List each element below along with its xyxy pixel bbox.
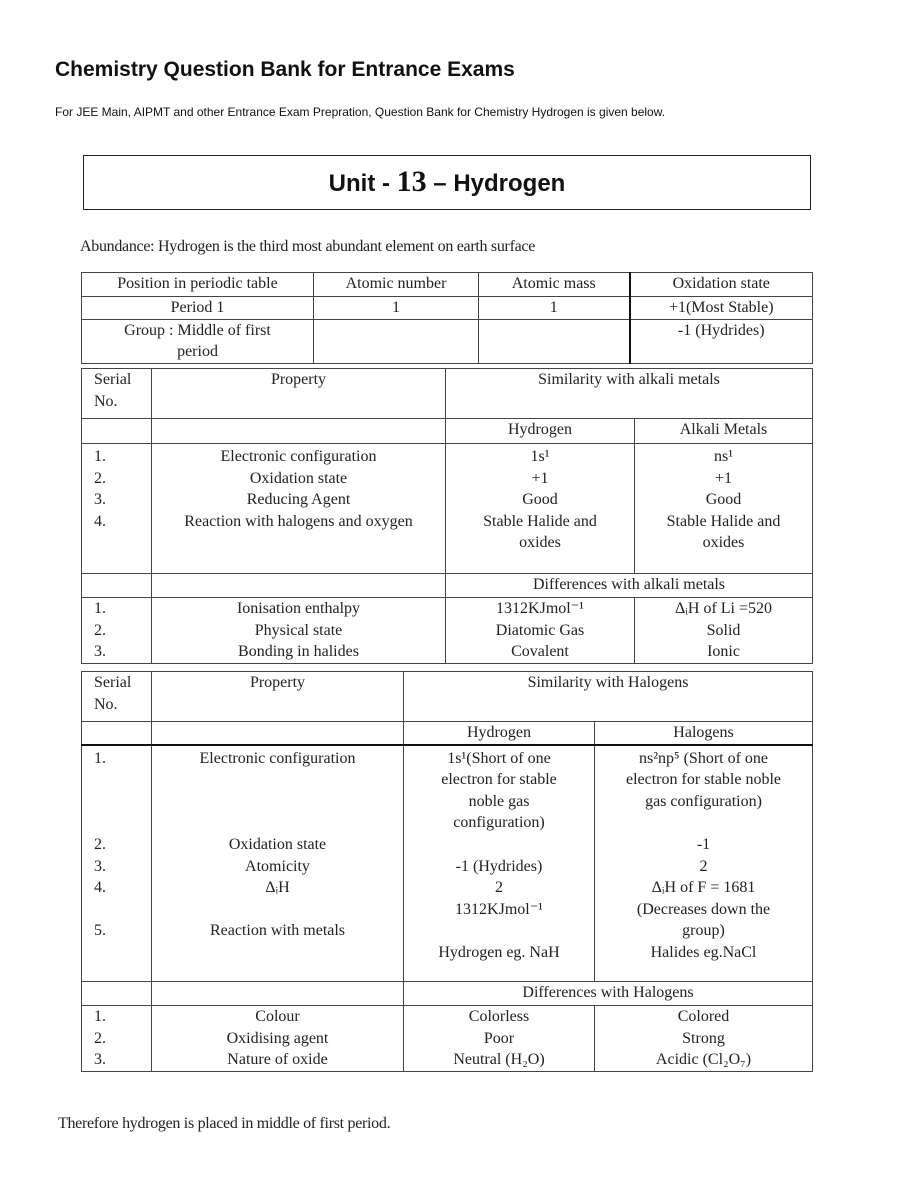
cell-text bbox=[408, 920, 590, 942]
table-cell bbox=[82, 1006, 152, 1072]
cell-text bbox=[156, 419, 441, 441]
cell-text bbox=[86, 574, 147, 596]
cell-text: Colorless bbox=[468, 1008, 530, 1026]
cell-text: oxides bbox=[519, 534, 561, 552]
table-cell bbox=[82, 745, 152, 982]
cell-text: No. bbox=[94, 392, 118, 410]
column-header bbox=[630, 273, 813, 297]
table-cell bbox=[404, 745, 595, 982]
cell-text: 2. bbox=[94, 835, 106, 853]
cell-text: 3. bbox=[94, 643, 106, 661]
cell-text: -1 bbox=[696, 835, 711, 853]
cell-text: Physical state bbox=[254, 621, 343, 639]
table-cell bbox=[152, 574, 446, 598]
cell-text: 1. bbox=[94, 600, 106, 617]
cell-text: electron for stable noble bbox=[625, 771, 782, 789]
cell-text: Position in periodic table bbox=[117, 275, 278, 292]
cell-text: Serial bbox=[94, 371, 132, 388]
table-cell bbox=[152, 444, 446, 574]
column-header bbox=[82, 419, 152, 444]
column-header bbox=[152, 722, 404, 745]
cell-text: +1 bbox=[531, 469, 549, 487]
column-header bbox=[479, 273, 630, 297]
table-row bbox=[82, 319, 813, 363]
cell-text: Hydrogen eg. NaH bbox=[438, 943, 560, 961]
cell-text: Diatomic Gas bbox=[495, 621, 585, 639]
cell-text: Stable Halide and bbox=[483, 512, 597, 530]
table-cell bbox=[635, 598, 813, 664]
cell-text: 1312KJmol⁻¹ bbox=[496, 600, 584, 617]
cell-text: gas configuration) bbox=[645, 792, 762, 810]
cell-text: No. bbox=[94, 695, 118, 713]
differences-header-row bbox=[82, 982, 813, 1006]
cell-text: 4. bbox=[94, 879, 106, 897]
cell-text bbox=[94, 899, 147, 921]
cell-text: Atomic mass bbox=[511, 275, 596, 292]
cell-text bbox=[86, 982, 147, 1004]
column-header bbox=[446, 369, 813, 419]
table-cell bbox=[446, 598, 635, 664]
cell-text: Electronic configuration bbox=[199, 749, 356, 767]
table-cell bbox=[82, 444, 152, 574]
column-header bbox=[82, 369, 152, 419]
cell-text: Good bbox=[522, 491, 558, 509]
table-header-row bbox=[82, 273, 813, 297]
cell-text: oxides bbox=[702, 534, 745, 552]
cell-text: configuration) bbox=[453, 814, 545, 832]
cell-text: 3. bbox=[94, 857, 106, 875]
cell-text: Differences with Halogens bbox=[522, 984, 694, 1002]
cell-text: ΔᵢH of Li =520 bbox=[674, 600, 773, 617]
table-cell bbox=[446, 444, 635, 574]
column-header bbox=[595, 722, 813, 745]
cell-text: Acidic (Cl₂O₇) bbox=[655, 1051, 752, 1069]
cell-text bbox=[86, 722, 147, 744]
cell-text: ns²np⁵ (Short of one bbox=[638, 749, 769, 767]
table-cell bbox=[82, 598, 152, 664]
table-cell bbox=[630, 297, 813, 320]
cell-text: Alkali Metals bbox=[679, 421, 768, 438]
alkali-metals-comparison-table bbox=[81, 368, 813, 664]
table-cell bbox=[479, 297, 630, 320]
cell-text: Oxidation state bbox=[249, 469, 348, 487]
cell-text bbox=[156, 722, 399, 744]
cell-text: Hydrogen bbox=[467, 724, 531, 741]
cell-text: Halides eg.NaCl bbox=[650, 943, 757, 961]
differences-row bbox=[82, 1006, 813, 1072]
cell-text: Poor bbox=[483, 1029, 515, 1047]
cell-text bbox=[483, 320, 625, 342]
cell-text bbox=[156, 812, 399, 834]
table-cell bbox=[595, 745, 813, 982]
cell-text: Ionic bbox=[707, 643, 740, 661]
cell-text: noble gas bbox=[468, 792, 530, 810]
cell-text bbox=[408, 834, 590, 856]
page-subtitle: For JEE Main, AIPMT and other Entrance Exam Prepration, Question Bank for Chemistry Hydrogen is given below. bbox=[55, 105, 666, 119]
cell-text: 1312KJmol⁻¹ bbox=[455, 900, 543, 918]
column-header bbox=[82, 273, 314, 297]
cell-text: +1(Most Stable) bbox=[668, 299, 774, 316]
cell-text: Hydrogen bbox=[508, 421, 572, 438]
cell-text: Property bbox=[249, 674, 306, 691]
column-header bbox=[152, 419, 446, 444]
table-cell bbox=[82, 297, 314, 320]
table-cell bbox=[404, 1006, 595, 1072]
cell-text: Group : Middle of first bbox=[124, 321, 271, 339]
cell-text: -1 (Hydrides) bbox=[455, 857, 543, 875]
table-cell bbox=[314, 297, 479, 320]
cell-text: 1s¹ bbox=[530, 448, 550, 465]
cell-text: 1 bbox=[392, 299, 400, 316]
abundance-text: Abundance: Hydrogen is the third most abundant element on earth surface bbox=[80, 238, 535, 255]
column-header bbox=[82, 722, 152, 745]
table-cell bbox=[479, 319, 630, 363]
cell-text bbox=[94, 812, 147, 834]
cell-text: Atomicity bbox=[245, 857, 310, 875]
table-cell bbox=[152, 598, 446, 664]
unit-prefix: Unit - bbox=[328, 170, 397, 197]
table-cell bbox=[152, 982, 404, 1006]
cell-text: Strong bbox=[682, 1029, 725, 1047]
cell-text: Oxidation state bbox=[228, 835, 327, 853]
column-header bbox=[82, 672, 152, 722]
differences-header-row bbox=[82, 574, 813, 598]
differences-row bbox=[82, 598, 813, 664]
cell-text bbox=[156, 574, 441, 596]
table-cell bbox=[630, 319, 813, 363]
cell-text: Neutral (H₂O) bbox=[453, 1051, 545, 1069]
cell-text: 4. bbox=[94, 512, 106, 530]
table-cell bbox=[82, 574, 152, 598]
cell-text: Nature of oxide bbox=[227, 1051, 328, 1069]
column-header bbox=[635, 419, 813, 444]
table-cell bbox=[152, 1006, 404, 1072]
cell-text: Covalent bbox=[511, 643, 569, 661]
column-header bbox=[446, 419, 635, 444]
cell-text bbox=[86, 419, 147, 441]
cell-text: 2 bbox=[699, 857, 708, 875]
cell-text: Ionisation enthalpy bbox=[236, 600, 361, 617]
cell-text: 3. bbox=[94, 491, 106, 509]
column-header bbox=[404, 672, 813, 722]
cell-text: period bbox=[177, 343, 218, 361]
cell-text: Serial bbox=[94, 674, 132, 691]
table-cell bbox=[314, 319, 479, 363]
cell-text bbox=[156, 899, 399, 921]
cell-text: Period 1 bbox=[170, 299, 225, 316]
cell-text: 1. bbox=[94, 749, 106, 767]
cell-text bbox=[318, 320, 474, 342]
cell-text: 2. bbox=[94, 469, 106, 487]
cell-text: 2. bbox=[94, 621, 106, 639]
cell-text: Colour bbox=[255, 1008, 300, 1026]
cell-text: electron for stable bbox=[441, 771, 557, 789]
cell-text: 2. bbox=[94, 1029, 106, 1047]
table-cell bbox=[82, 319, 314, 363]
cell-text bbox=[156, 982, 399, 1004]
similarity-row bbox=[82, 745, 813, 982]
cell-text: ΔᵢH of F = 1681 bbox=[651, 879, 756, 897]
cell-text: Property bbox=[270, 371, 327, 388]
cell-text: Reaction with metals bbox=[209, 922, 346, 940]
column-header bbox=[314, 273, 479, 297]
cell-text: Similarity with Halogens bbox=[527, 674, 689, 691]
cell-text: 2 bbox=[495, 879, 503, 897]
table-header-row bbox=[82, 672, 813, 722]
cell-text: 1. bbox=[94, 1008, 106, 1026]
cell-text: Stable Halide and bbox=[666, 512, 781, 530]
table-subheader-row bbox=[82, 419, 813, 444]
table-header-row bbox=[82, 369, 813, 419]
table-cell bbox=[82, 982, 152, 1006]
section-header bbox=[446, 574, 813, 598]
cell-text: -1 (Hydrides) bbox=[677, 321, 765, 339]
unit-number: 13 bbox=[396, 165, 427, 198]
table-subheader-row bbox=[82, 722, 813, 745]
cell-text: 3. bbox=[94, 1051, 106, 1069]
table-row bbox=[82, 297, 813, 320]
cell-text: Good bbox=[705, 491, 742, 509]
cell-text: 1s¹(Short of one bbox=[447, 749, 551, 767]
cell-text: Similarity with alkali metals bbox=[538, 371, 720, 388]
unit-suffix: – Hydrogen bbox=[426, 170, 566, 197]
cell-text: Solid bbox=[706, 621, 741, 639]
cell-text: Differences with alkali metals bbox=[532, 576, 726, 593]
table-cell bbox=[595, 1006, 813, 1072]
cell-text: Reducing Agent bbox=[246, 491, 351, 509]
unit-heading bbox=[83, 155, 811, 210]
cell-text: +1 bbox=[714, 469, 733, 487]
section-header bbox=[404, 982, 813, 1006]
cell-text: Atomic number bbox=[345, 275, 447, 292]
cell-text bbox=[94, 791, 147, 813]
cell-text bbox=[94, 769, 147, 791]
table-cell bbox=[152, 745, 404, 982]
cell-text: Oxidising agent bbox=[226, 1029, 329, 1047]
cell-text: 1 bbox=[549, 299, 558, 316]
cell-text: (Decreases down the bbox=[636, 900, 771, 918]
cell-text: Electronic configuration bbox=[220, 448, 377, 465]
cell-text: Colored bbox=[677, 1008, 730, 1026]
page-title: Chemistry Question Bank for Entrance Exams bbox=[55, 58, 515, 81]
cell-text bbox=[156, 769, 399, 791]
cell-text bbox=[599, 812, 808, 834]
cell-text: Bonding in halides bbox=[238, 643, 359, 661]
periodic-position-table bbox=[81, 272, 813, 364]
conclusion-text: Therefore hydrogen is placed in middle of first period. bbox=[58, 1115, 391, 1132]
cell-text: 1. bbox=[94, 448, 106, 465]
halogens-comparison-table bbox=[81, 671, 813, 1072]
cell-text: Oxidation state bbox=[672, 275, 770, 292]
column-header bbox=[152, 369, 446, 419]
cell-text: 5. bbox=[94, 922, 106, 940]
cell-text: group) bbox=[682, 922, 725, 940]
cell-text: Halogens bbox=[673, 724, 734, 741]
cell-text: ns¹ bbox=[713, 448, 734, 465]
similarity-row bbox=[82, 444, 813, 574]
cell-text: ΔᵢH bbox=[265, 879, 290, 897]
column-header bbox=[152, 672, 404, 722]
column-header bbox=[404, 722, 595, 745]
table-cell bbox=[635, 444, 813, 574]
cell-text bbox=[156, 791, 399, 813]
cell-text: Reaction with halogens and oxygen bbox=[184, 512, 413, 530]
